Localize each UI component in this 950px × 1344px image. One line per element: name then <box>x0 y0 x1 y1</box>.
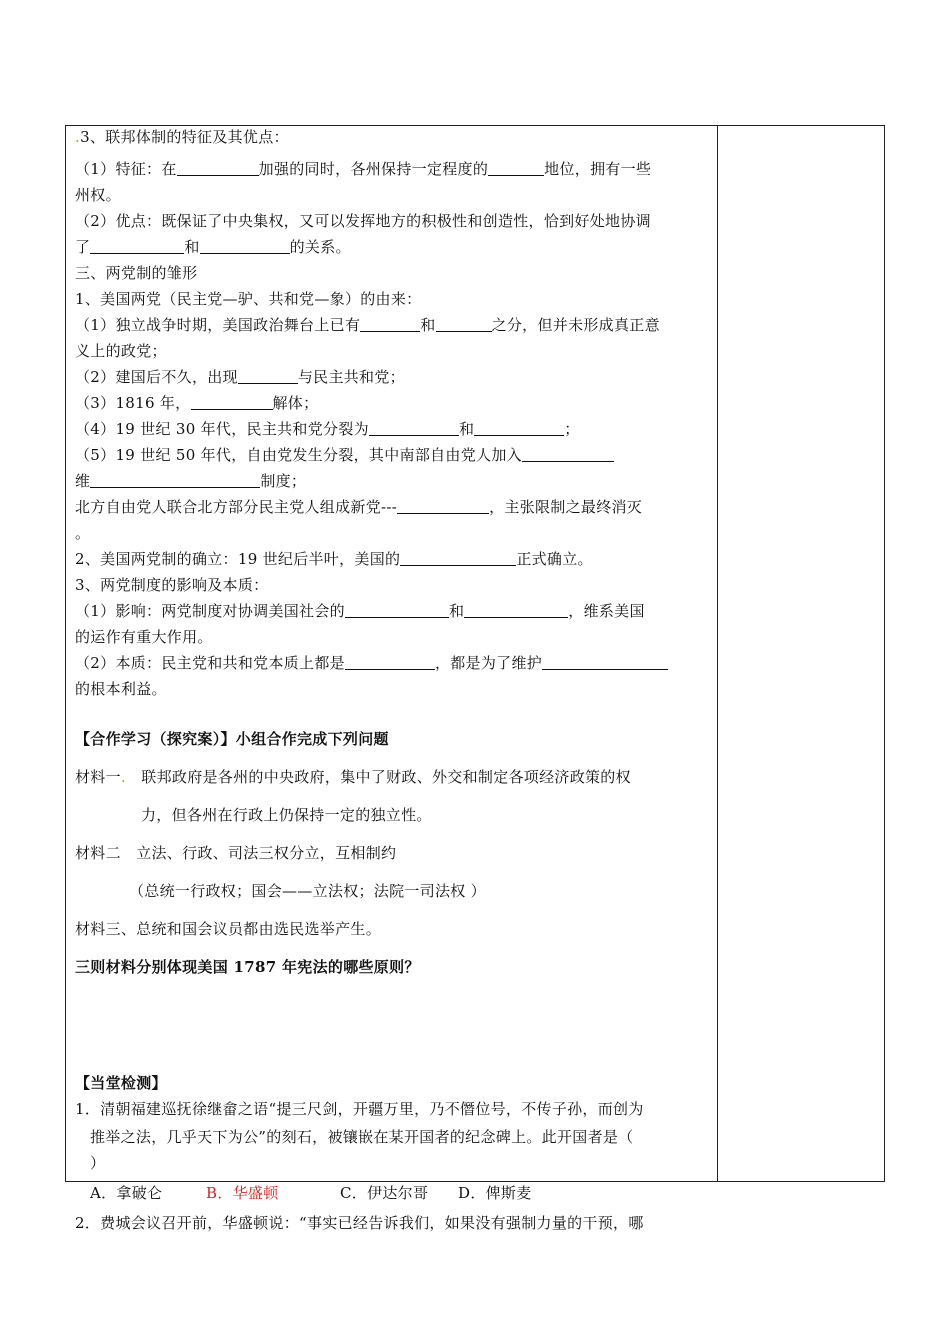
section-title: 三、两党制的雏形 <box>75 264 198 282</box>
origin-item-1: （1）独立战争时期，美国政治舞台上已有 和 之分，但并未形成真正意 <box>75 316 660 334</box>
question-1-cont: 推举之法，几乎天下为公”的刻石，被镶嵌在某开国者的纪念碑上。此开国者是（ <box>90 1128 634 1146</box>
advantages-line: （2）优点：既保证了中央集权，又可以发挥地方的积极性和创造性，恰到好处地协调 <box>75 212 651 230</box>
option-d[interactable]: D．俾斯麦 <box>458 1184 532 1202</box>
material-1-cont: 力，但各州在行政上仍保持一定的独立性。 <box>141 806 432 824</box>
question-1-paren: ） <box>90 1154 106 1172</box>
features-line: （1）特征：在 加强的同时，各州保持一定程度的 地位，拥有一些 <box>75 160 652 178</box>
answer-blank[interactable] <box>369 420 459 436</box>
answer-blank[interactable] <box>200 238 290 254</box>
origin-item-4: （4）19 世纪 30 年代，民主共和党分裂为 和 ； <box>75 420 580 438</box>
column-divider <box>717 125 718 1182</box>
option-c[interactable]: C．伊达尔哥 <box>340 1184 429 1202</box>
check-heading: 【当堂检测】 <box>75 1074 167 1092</box>
origin-item-3: （3）1816 年， 解体； <box>75 394 319 412</box>
advantages-line-cont: 了 和 的关系。 <box>75 238 351 256</box>
answer-blank[interactable] <box>90 472 260 488</box>
coop-heading: 【合作学习（探究案）】小组合作完成下列问题 <box>75 730 389 748</box>
material-2-note: （总统一行政权；国会——立法权；法院一司法权 ） <box>129 882 486 900</box>
answer-blank[interactable] <box>400 550 516 566</box>
origin-item-5-end: 。 <box>75 524 91 542</box>
origin-title: 1、美国两党（民主党—驴、共和党—象）的由来： <box>75 290 422 308</box>
answer-blank[interactable] <box>464 602 568 618</box>
answer-blank[interactable] <box>436 316 492 332</box>
answer-blank[interactable] <box>542 654 668 670</box>
answer-blank[interactable] <box>238 368 298 384</box>
main-cell <box>75 124 711 1236</box>
origin-item-5-cont: 维 制度； <box>75 472 307 490</box>
impact-title: 3、两党制度的影响及本质： <box>75 576 269 594</box>
origin-item-5: （5）19 世纪 50 年代，自由党发生分裂，其中南部自由党人加入 <box>75 442 711 468</box>
essence-line-cont: 的根本利益。 <box>75 680 167 698</box>
answer-blank[interactable] <box>90 238 184 254</box>
answer-blank[interactable] <box>474 420 564 436</box>
mark-dot: . <box>75 128 81 146</box>
features-line-cont: 州权。 <box>75 186 121 204</box>
question-1-options <box>75 1180 711 1206</box>
impact-line-cont: 的运作有重大作用。 <box>75 628 213 646</box>
mark-dot: . <box>120 768 126 786</box>
answer-blank[interactable] <box>345 602 449 618</box>
answer-blank[interactable] <box>345 654 435 670</box>
question-2: 2．费城会议召开前，华盛顿说：“事实已经告诉我们，如果没有强制力量的干预，哪 <box>75 1214 644 1232</box>
option-a[interactable]: A．拿破仑 <box>90 1184 163 1202</box>
material-3: 材料三、总统和国会议员都由选民选举产生。 <box>75 920 382 938</box>
impact-line: （1）影响：两党制度对协调美国社会的 和 ，维系美国 <box>75 602 645 620</box>
coop-question: 三则材料分别体现美国 1787 年宪法的哪些原则？ <box>75 958 420 976</box>
material-2: 材料二 立法、行政、司法三权分立，互相制约 <box>75 844 397 862</box>
origin-item-5-north: 北方自由党人联合北方部分民主党人组成新党--- ，主张限制之最终消灭 <box>75 498 643 516</box>
material-1: 材料一. 联邦政府是各州的中央政府，集中了财政、外交和制定各项经济政策的权 <box>75 768 631 786</box>
answer-blank[interactable] <box>397 498 489 514</box>
answer-blank[interactable] <box>191 394 273 410</box>
establish-line: 2、美国两党制的确立：19 世纪后半叶，美国的 正式确立。 <box>75 550 593 568</box>
answer-blank[interactable] <box>488 160 544 176</box>
answer-blank[interactable] <box>522 446 614 462</box>
origin-item-1-cont: 义上的政党； <box>75 342 167 360</box>
option-b[interactable]: B．华盛顿 <box>206 1184 279 1202</box>
origin-item-2: （2）建国后不久，出现 与民主共和党； <box>75 368 405 386</box>
federal-features-title: .3、联邦体制的特征及其优点： <box>75 128 289 146</box>
essence-line: （2）本质：民主党和共和党本质上都是 ，都是为了维护 <box>75 650 711 676</box>
answer-blank[interactable] <box>360 316 420 332</box>
answer-blank[interactable] <box>177 160 259 176</box>
question-1: 1．清朝福建巡抚徐继畲之语“提三尺剑，开疆万里，乃不僭位号，不传子孙，而创为 <box>75 1100 644 1118</box>
